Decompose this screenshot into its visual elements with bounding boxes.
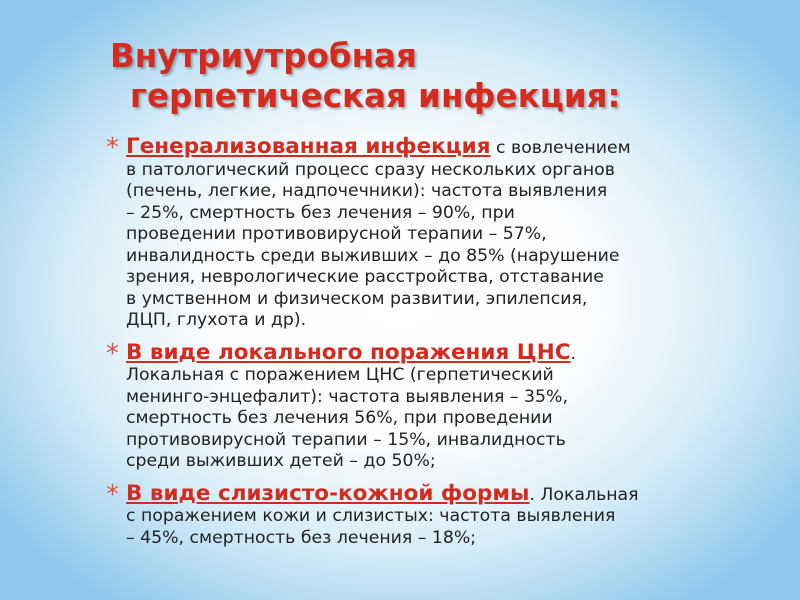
bullet-text-line: ДЦП, глухота и др). (126, 310, 307, 330)
bullet-text-line: в патологический процесс сразу нескольких органов (126, 159, 615, 180)
bullet-heading: В виде локального поражения ЦНС (126, 339, 571, 365)
bullet-lead-text: . (570, 343, 576, 364)
bullet-generalized (106, 133, 786, 332)
bullet-local-cns (106, 338, 786, 473)
bullet-text-line: (печень, легкие, надпочечники): частота выявления (126, 181, 608, 201)
asterisk-bullet-icon: * (106, 133, 119, 163)
title-line-2: герпетическая инфекция: (130, 77, 621, 115)
bullet-text-line: среди выживших детей – до 50%; (126, 451, 436, 471)
bullet-text-line: в умственном и физическом развитии, эпилепсия, (126, 288, 588, 309)
bullet-text-line: – 25%, смертность без лечения – 90%, при (126, 202, 515, 223)
bullet-heading: Генерализованная инфекция (126, 134, 491, 159)
asterisk-bullet-icon: * (106, 479, 119, 510)
bullet-text-line: менинго-энцефалит): частота выявления – 35%, (126, 386, 568, 407)
bullet-text-line: Локальная с поражением ЦНС (герпетический (126, 365, 554, 385)
bullet-mucocutaneous (106, 479, 786, 550)
bullet-lead-text: . Локальная (529, 484, 639, 505)
bullet-text-line: проведении противовирусной терапии – 57%, (126, 224, 547, 244)
slide-title (110, 36, 770, 116)
bullet-list (106, 133, 786, 549)
bullet-text-line: инвалидность среди выживших – до 85% (нарушение (126, 245, 620, 266)
asterisk-bullet-icon: * (106, 338, 119, 369)
bullet-text-line: противовирусной терапии – 15%, инвалидность (126, 429, 566, 450)
title-line-1: Внутриутробная (110, 37, 417, 75)
bullet-lead-text: с вовлечением (490, 138, 631, 158)
bullet-text-line: с поражением кожи и слизистых: частота выявления (126, 506, 616, 526)
bullet-text-line: зрения, неврологические расстройства, отставание (126, 267, 604, 287)
bullet-text-line: – 45%, смертность без лечения – 18%; (126, 527, 477, 548)
bullet-heading: В виде слизисто-кожной формы (126, 480, 530, 506)
bullet-text-line: смертность без лечения 56%, при проведении (126, 408, 553, 428)
